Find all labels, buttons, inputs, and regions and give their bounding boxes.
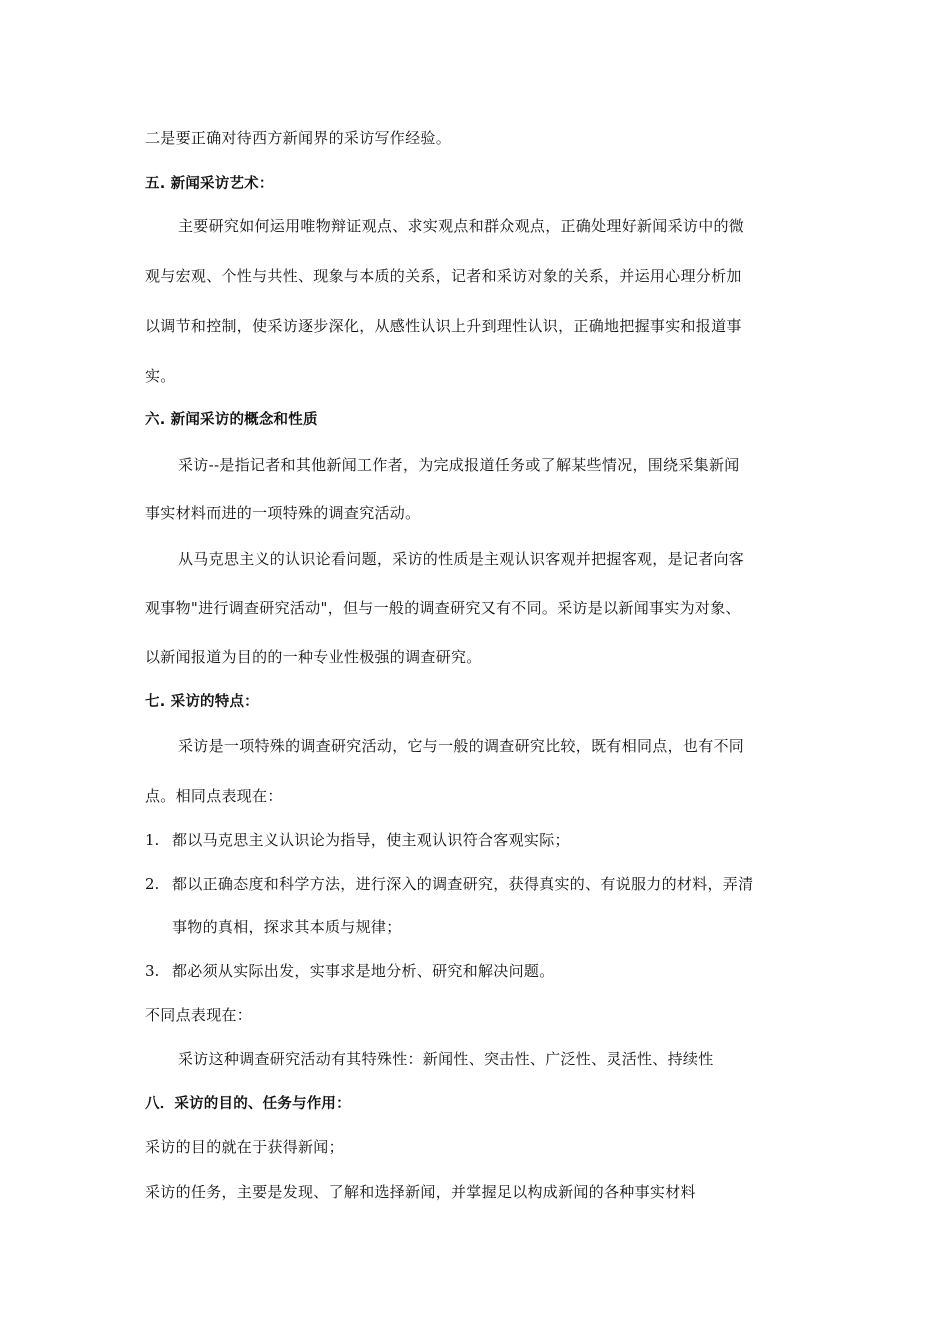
section-6-para2-line-2: 观事物"进行调查研究活动"，但与一般的调查研究又有不同。采访是以新闻事实为对象、 — [145, 599, 741, 617]
list-item-3-number: 3. — [145, 962, 160, 980]
section-5-line-3: 以调节和控制，使采访逐步深化，从感性认识上升到理性认识，正确地把握事实和报道事 — [145, 317, 742, 335]
section-5-line-4: 实。 — [145, 367, 176, 385]
section-5-line-1: 主要研究如何运用唯物辩证观点、求实观点和群众观点，正确处理好新闻采访中的微 — [178, 217, 745, 235]
section-8-purpose: 采访的目的就在于获得新闻； — [145, 1138, 344, 1156]
section-6-para1-line-2: 事实材料而进的一项特殊的调查究活动。 — [145, 504, 421, 522]
section-7-heading: 七. 采访的特点： — [145, 694, 259, 710]
section-6-para2-line-1: 从马克思主义的认识论看问题，采访的性质是主观认识客观并把握客观，是记者向客 — [178, 550, 745, 568]
intro-line: 二是要正确对待西方新闻界的采访写作经验。 — [145, 129, 452, 147]
diff-text: 采访这种调查研究活动有其特殊性：新闻性、突击性、广泛性、灵活性、持续性 — [178, 1050, 714, 1068]
section-8-heading: 八．采访的目的、任务与作用： — [145, 1096, 351, 1112]
section-8-task: 采访的任务，主要是发现、了解和选择新闻，并掌握足以构成新闻的各种事实材料 — [145, 1183, 696, 1201]
list-item-2-text-line-2: 事物的真相，探求其本质与规律； — [172, 918, 402, 936]
section-5-heading: 五. 新闻采访艺术： — [145, 176, 274, 192]
list-item-3-text: 都必须从实际出发，实事求是地分析、研究和解决问题。 — [172, 962, 555, 980]
list-item-1-text: 都以马克思主义认识论为指导，使主观认识符合客观实际； — [172, 831, 570, 849]
section-7-para-line-1: 采访是一项特殊的调查研究活动，它与一般的调查研究比较，既有相同点，也有不同 — [178, 737, 745, 755]
list-item-2-number: 2. — [145, 875, 160, 893]
section-7-para-line-2: 点。相同点表现在： — [145, 787, 283, 805]
section-6-para1-line-1: 采访--是指记者和其他新闻工作者，为完成报道任务或了解某些情况，围绕采集新闻 — [178, 456, 740, 474]
section-6-para2-line-3: 以新闻报道为目的的一种专业性极强的调查研究。 — [145, 648, 482, 666]
diff-label: 不同点表现在： — [145, 1006, 253, 1024]
list-item-1-number: 1. — [145, 831, 160, 849]
section-6-heading: 六. 新闻采访的概念和性质 — [145, 412, 318, 428]
list-item-2-text-line-1: 都以正确态度和科学方法，进行深入的调查研究，获得真实的、有说服力的材料，弄清 — [172, 875, 754, 893]
section-5-line-2: 观与宏观、个性与共性、现象与本质的关系，记者和采访对象的关系，并运用心理分析加 — [145, 267, 742, 285]
